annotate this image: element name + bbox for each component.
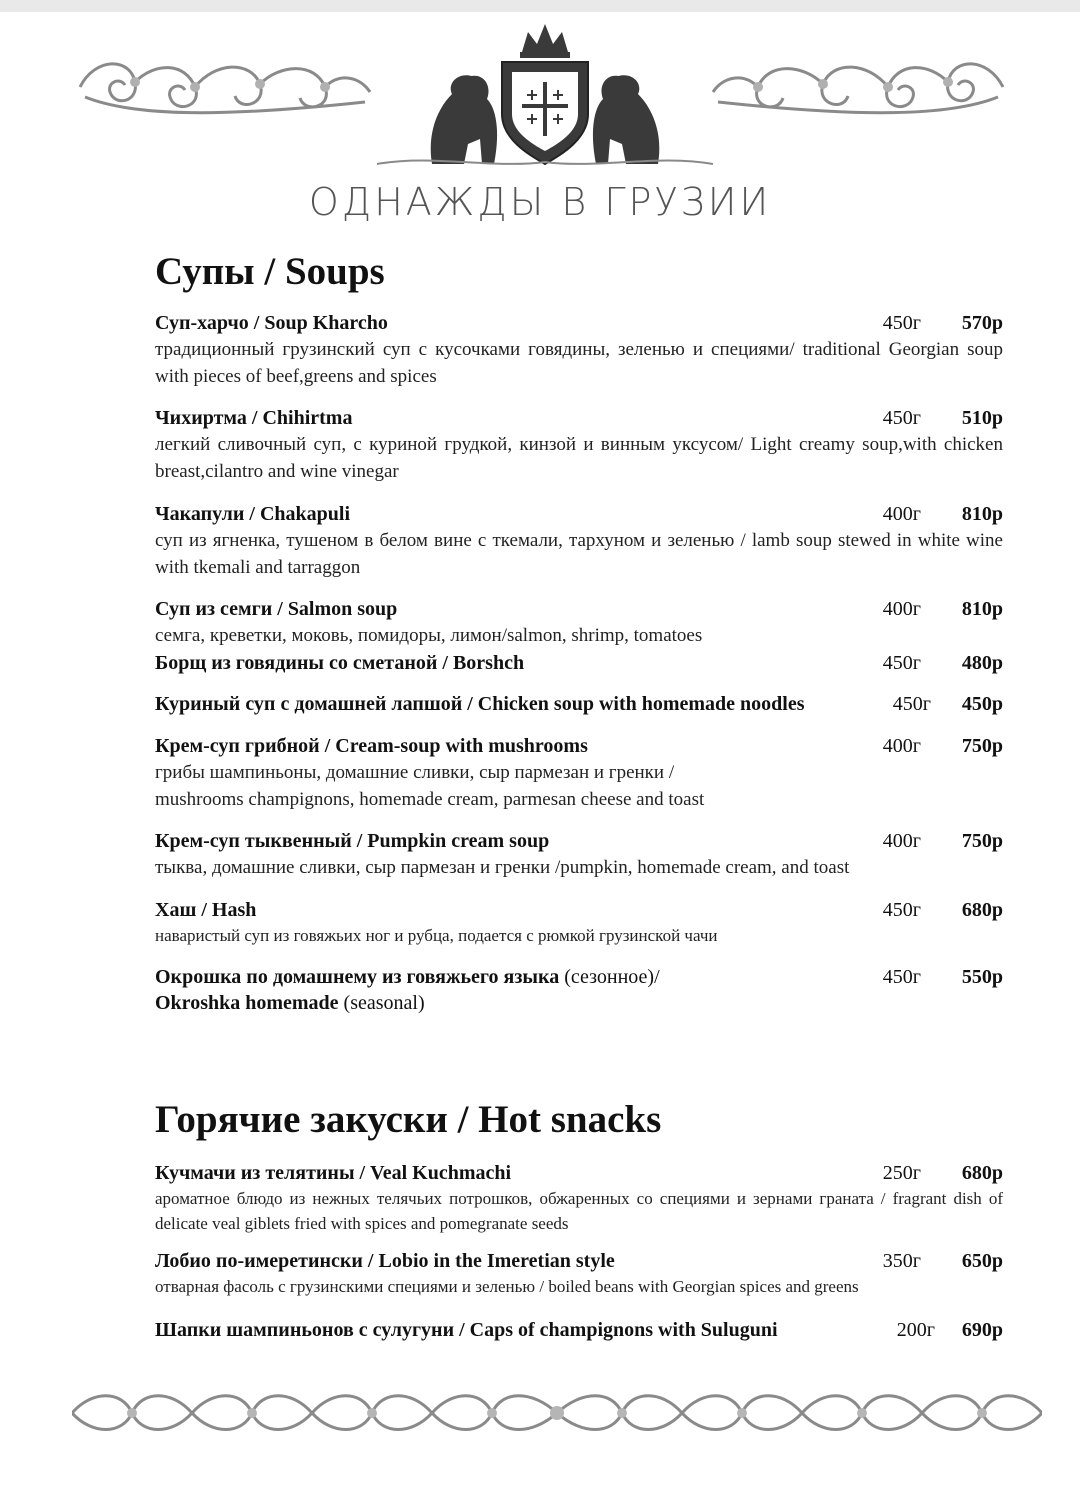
item-weight: 450г: [882, 652, 921, 674]
item-name: Крем-суп тыквенный / Pumpkin cream soup: [155, 830, 550, 852]
item-name: Чакапули / Chakapuli: [155, 503, 351, 525]
item-description: традиционный грузинский суп с кусочками говядины, зеленью и специями/ traditional Georgian soup with pieces of beef,greens and spices: [155, 339, 1003, 387]
item-price: 480р: [961, 652, 1003, 674]
crest-lions-shield-icon: [372, 14, 718, 174]
baroque-ornament-left-icon: [75, 52, 375, 122]
item-name: Чихиртма / Chihirtma: [155, 407, 353, 429]
item-name: Суп из семги / Salmon soup: [155, 598, 398, 620]
menu-item: [155, 1317, 1003, 1343]
item-price: 550р: [961, 966, 1003, 988]
item-price: 680р: [961, 1162, 1003, 1184]
item-description: семга, креветки, моковь, помидоры, лимон/salmon, shrimp, tomatoes: [155, 625, 703, 646]
item-name-line2: Okroshka homemade (seasonal): [155, 992, 425, 1014]
item-description: отварная фасоль с грузинскими специями и зеленью / boiled beans with Georgian spices and greens: [155, 1277, 859, 1296]
item-name: Лобио по-имеретински / Lobio in the Imeretian style: [155, 1250, 615, 1272]
item-price: 810р: [961, 503, 1003, 525]
item-name: Суп-харчо / Soup Kharcho: [155, 312, 388, 334]
item-weight: 400г: [882, 735, 921, 757]
item-description-line: грибы шампиньоны, домашние сливки, сыр пармезан и гренки /: [155, 762, 675, 783]
item-weight: 400г: [882, 830, 921, 852]
item-name: Борщ из говядины со сметаной / Borshch: [155, 652, 525, 674]
menu-item: [155, 405, 1003, 485]
item-weight: 250г: [882, 1162, 921, 1184]
item-price: 650р: [961, 1250, 1003, 1272]
item-price: 450р: [961, 693, 1003, 715]
item-description: тыква, домашние сливки, сыр пармезан и гренки /pumpkin, homemade cream, and toast: [155, 857, 850, 878]
baroque-ornament-right-icon: [708, 52, 1008, 122]
soups-section: [155, 250, 1003, 1030]
item-price: 810р: [961, 598, 1003, 620]
menu-item: [155, 897, 1003, 948]
item-name: Окрошка по домашнему из говяжьего языка (сезонное)/: [155, 966, 660, 988]
item-name: Куриный суп с домашней лапшой / Chicken soup with homemade noodles: [155, 693, 805, 715]
item-price: 510р: [961, 407, 1003, 429]
item-weight: 400г: [882, 503, 921, 525]
item-weight: 450г: [882, 407, 921, 429]
menu-item: [155, 596, 1003, 649]
item-weight: 350г: [882, 1250, 921, 1272]
menu-item: [155, 650, 1003, 676]
hot-snacks-title: Горячие закуски / Hot snacks: [155, 1098, 662, 1141]
menu-item: [155, 733, 1003, 813]
crown-icon: [520, 24, 570, 58]
menu-item: [155, 828, 1003, 881]
item-description-line: mushrooms champignons, homemade cream, parmesan cheese and toast: [155, 789, 705, 810]
baroque-border-bottom-icon: [72, 1385, 1042, 1441]
item-weight: 450г: [892, 693, 931, 715]
item-price: 680р: [961, 899, 1003, 921]
item-weight: 450г: [882, 899, 921, 921]
item-weight: 450г: [882, 312, 921, 334]
item-name: Крем-суп грибной / Cream-soup with mushrooms: [155, 735, 588, 757]
item-price: 750р: [961, 830, 1003, 852]
item-description: легкий сливочный суп, с куриной грудкой, кинзой и винным уксусом/ Light creamy soup,with chicken breast,cilantro and wine vinegar: [155, 434, 1003, 482]
item-price: 570р: [961, 312, 1003, 334]
item-weight: 400г: [882, 598, 921, 620]
item-name: Шапки шампиньонов с сулугуни / Caps of champignons with Suluguni: [155, 1319, 778, 1341]
brand-name: ОДНАЖДЫ В ГРУЗИИ: [308, 180, 772, 224]
item-price: 690р: [961, 1319, 1003, 1341]
item-name: Хаш / Hash: [155, 899, 257, 921]
menu-item: [155, 1160, 1003, 1236]
soups-title: Супы / Soups: [155, 250, 385, 293]
menu-item: [155, 1248, 1003, 1299]
item-name: Кучмачи из телятины / Veal Kuchmachi: [155, 1162, 512, 1184]
item-description: суп из ягненка, тушеном в белом вине с ткемали, тархуном и зеленью / lamb soup stewed in white wine with tkemali and tarraggon: [155, 530, 1003, 578]
menu-item: [155, 964, 1003, 1016]
hot-snacks-section: [155, 1098, 1003, 1358]
menu-item: [155, 691, 1003, 717]
item-description: ароматное блюдо из нежных телячьих потрошков, обжаренных со специями и зернами граната / fragrant dish of delicate veal giblets fried with spices and pomegranate seeds: [155, 1189, 1003, 1233]
item-description: наваристый суп из говяжьих ног и рубца, подается с рюмкой грузинской чачи: [155, 926, 718, 945]
item-weight: 200г: [896, 1319, 935, 1341]
item-weight: 450г: [882, 966, 921, 988]
item-price: 750р: [961, 735, 1003, 757]
top-bar: [0, 0, 1080, 12]
menu-item: [155, 310, 1003, 390]
menu-item: [155, 501, 1003, 581]
